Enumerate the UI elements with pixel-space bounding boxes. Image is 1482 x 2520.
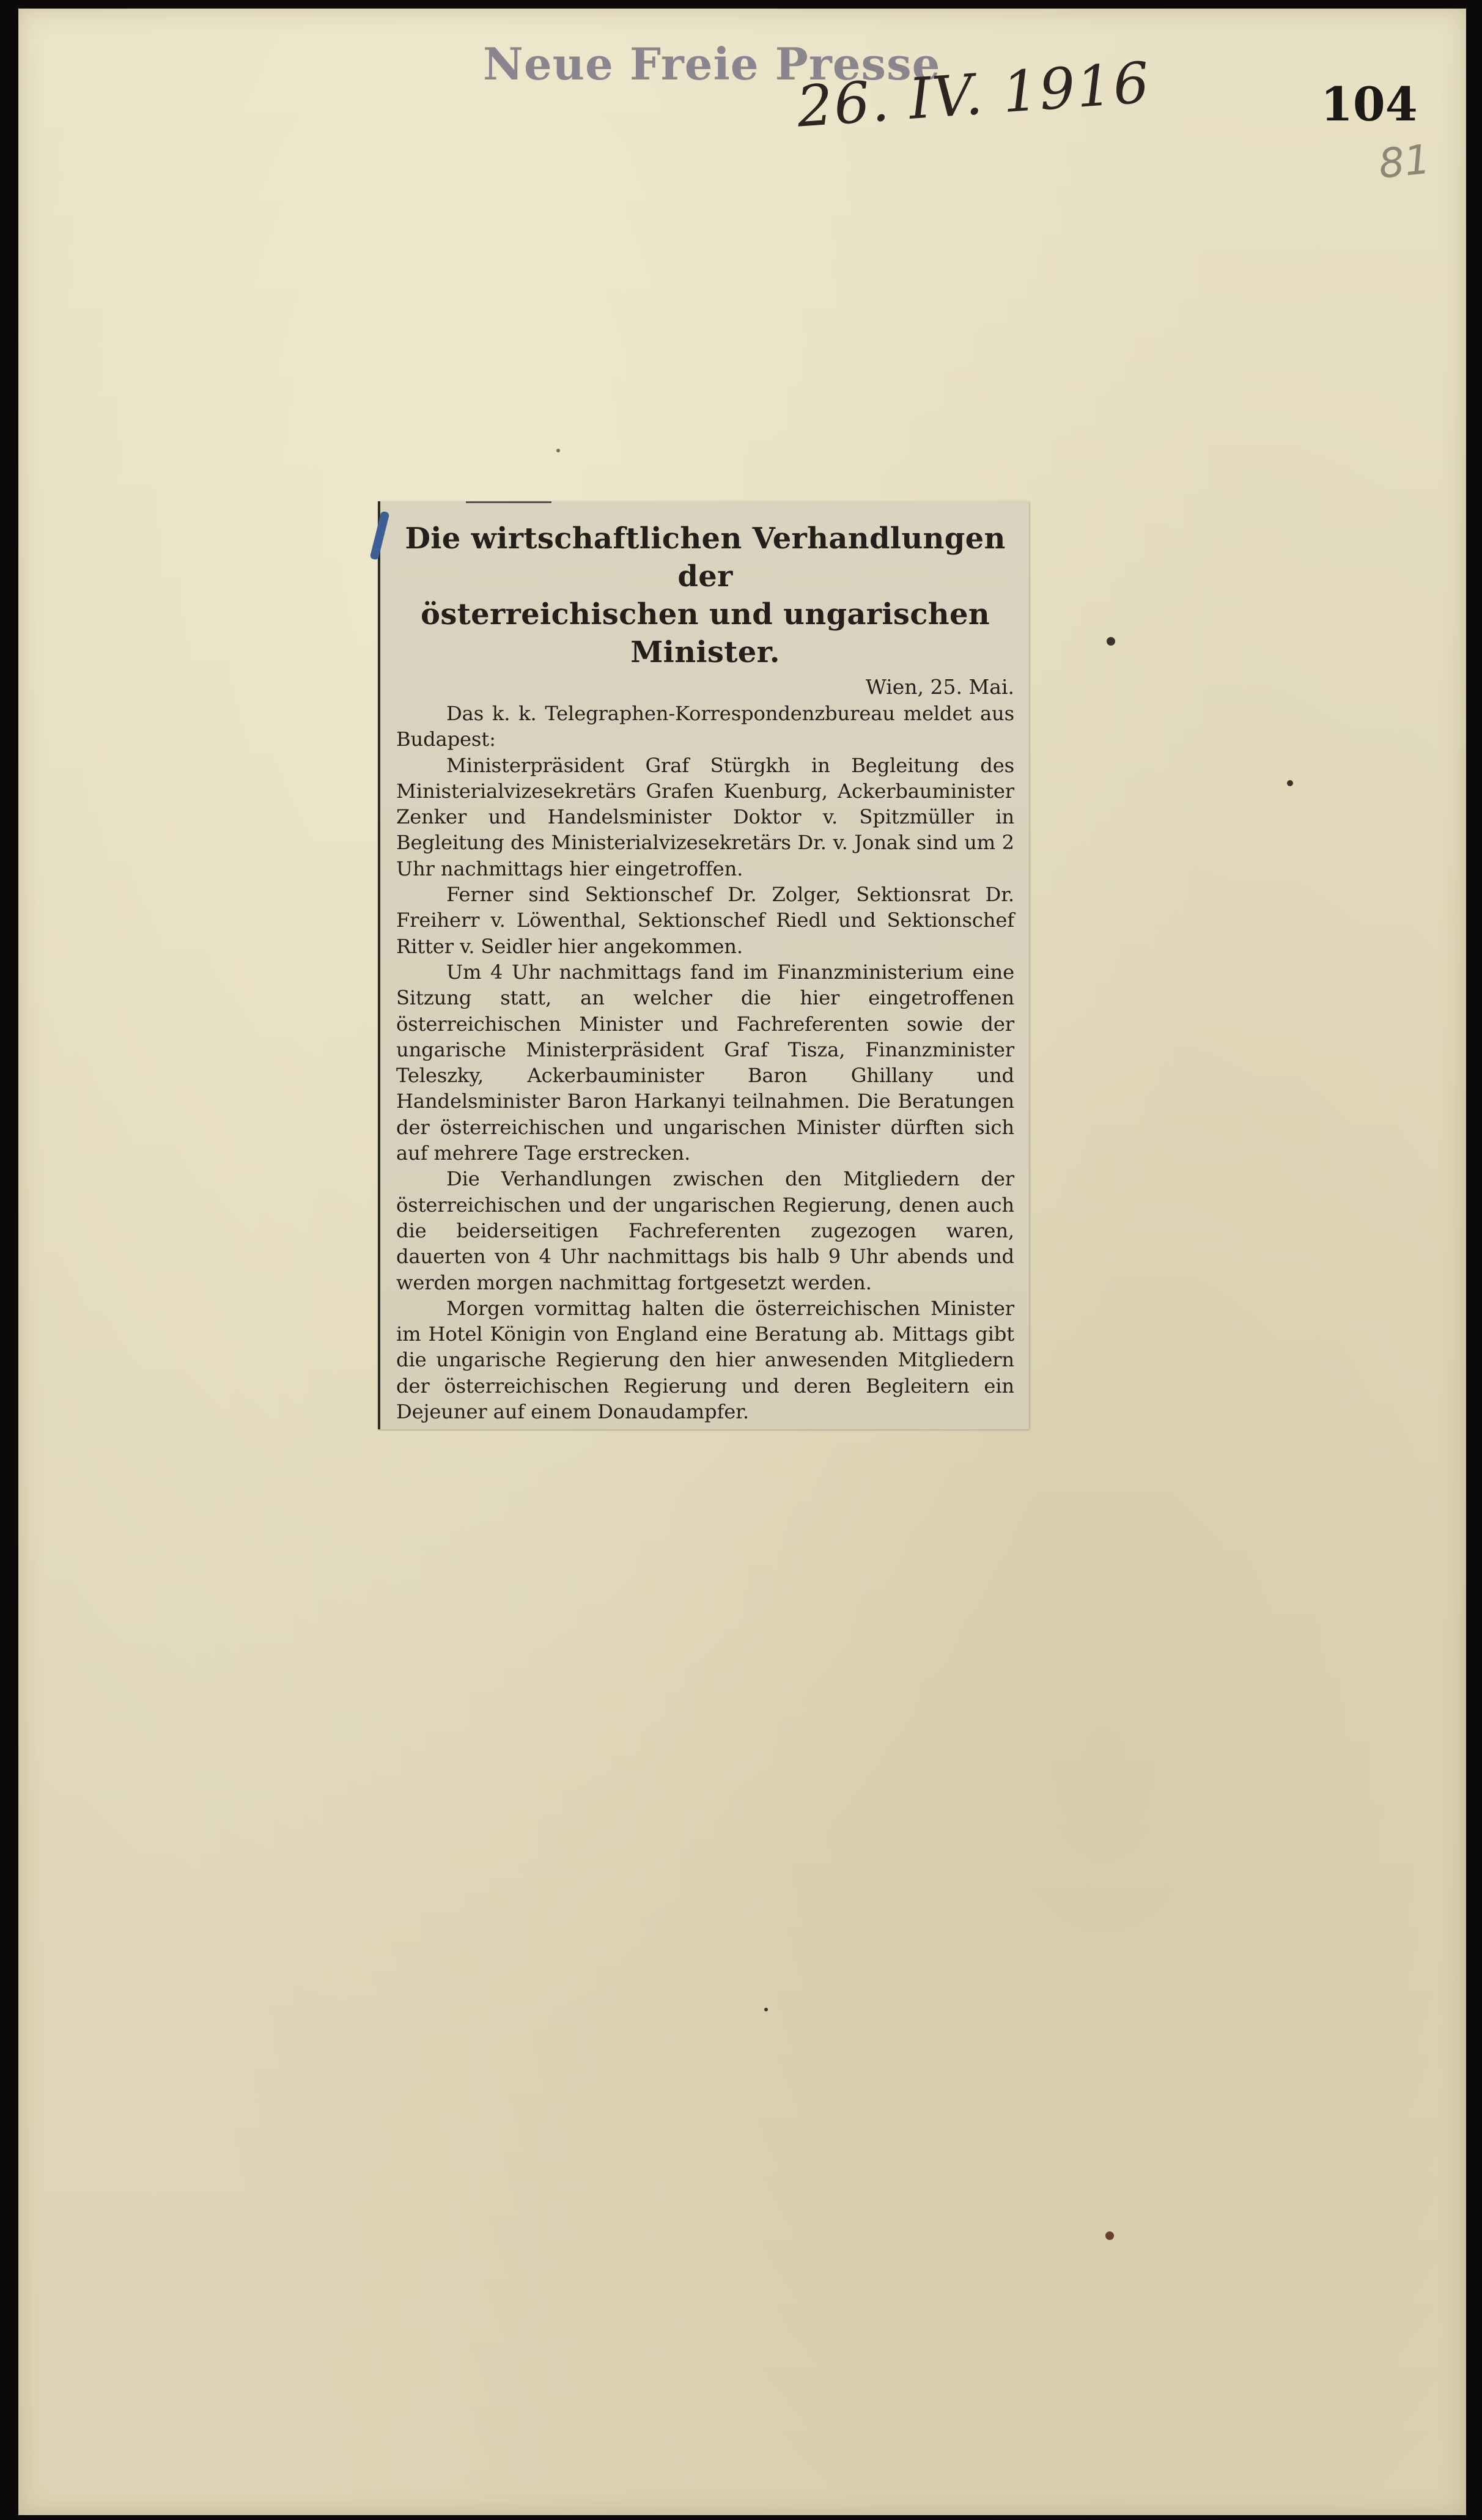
page-number: 104 (1321, 77, 1418, 131)
headline-line-2: österreichischen und ungarischen Minister. (421, 597, 990, 669)
article-paragraph: Ferner sind Sektionschef Dr. Zolger, Sektionsrat Dr. Freiherr v. Löwenthal, Sektionschef Riedl und Sektionschef Ritter v. Seidler hier angekommen. (396, 883, 1014, 958)
article-paragraph: Die Verhandlungen zwischen den Mitgliedern der österreichischen und der ungarischen Regierung, denen auch die beiderseitigen Fachreferenten zugezogen waren, dauerten von 4 Uhr nachmittags bis halb 9 Uhr abends und werden morgen nachmittag fortgesetzt werden. (396, 1167, 1014, 1294)
newspaper-clipping (378, 501, 1029, 1429)
article-dateline: Wien, 25. Mai. (865, 675, 1014, 699)
paper-speck (1107, 637, 1115, 646)
article-paragraph: Morgen vormittag halten die österreichischen Minister im Hotel Königin von England eine Beratung ab. Mittags gibt die ungarische Regierung den hier anwesenden Mitgliedern der österreichischen Regierung und deren Begleitern ein Dejeuner auf einem Donaudampfer. (396, 1296, 1014, 1424)
headline-line-1: Die wirtschaftlichen Verhandlungen der (405, 521, 1006, 594)
clipping-rule (466, 501, 551, 503)
article-paragraph: Das k. k. Telegraphen-Korrespondenzbureau meldet aus Budapest: (396, 702, 1014, 751)
newspaper-stamp: Neue Freie Presse (483, 38, 941, 90)
handwritten-date: 26. IV. 1916 (795, 50, 1152, 140)
article-paragraph: Ministerpräsident Graf Stürgkh in Begleitung des Ministerialvizesekretärs Grafen Kuenburg, Ackerbauminister Zenker und Handelsminister Doktor v. Spitzmüller in Begleitung des Ministerialvizesekretärs Dr. v. Jonak sind um 2 Uhr nachmittags hier eingetroffen. (396, 753, 1014, 880)
article-body (396, 701, 1014, 1424)
paper-speck (764, 2008, 768, 2011)
paper-speck (1287, 780, 1293, 786)
article-headline (396, 520, 1014, 671)
paper-speck (1105, 2231, 1114, 2240)
article-paragraph: Um 4 Uhr nachmittags fand im Finanzministerium eine Sitzung statt, an welcher die hier eingetroffenen österreichischen Minister und Fachreferenten sowie der ungarische Ministerpräsident Graf Tisza, Finanzminister Teleszky, Ackerbauminister Baron Ghillany und Handelsminister Baron Harkanyi teilnahmen. Die Beratungen der österreichischen und ungarischen Minister dürften sich auf mehrere Tage erstrecken. (396, 960, 1014, 1165)
pencil-annotation: 81 (1376, 135, 1432, 188)
archive-sheet (18, 9, 1466, 2515)
paper-speck (556, 449, 560, 452)
blue-pencil-mark (370, 510, 390, 560)
